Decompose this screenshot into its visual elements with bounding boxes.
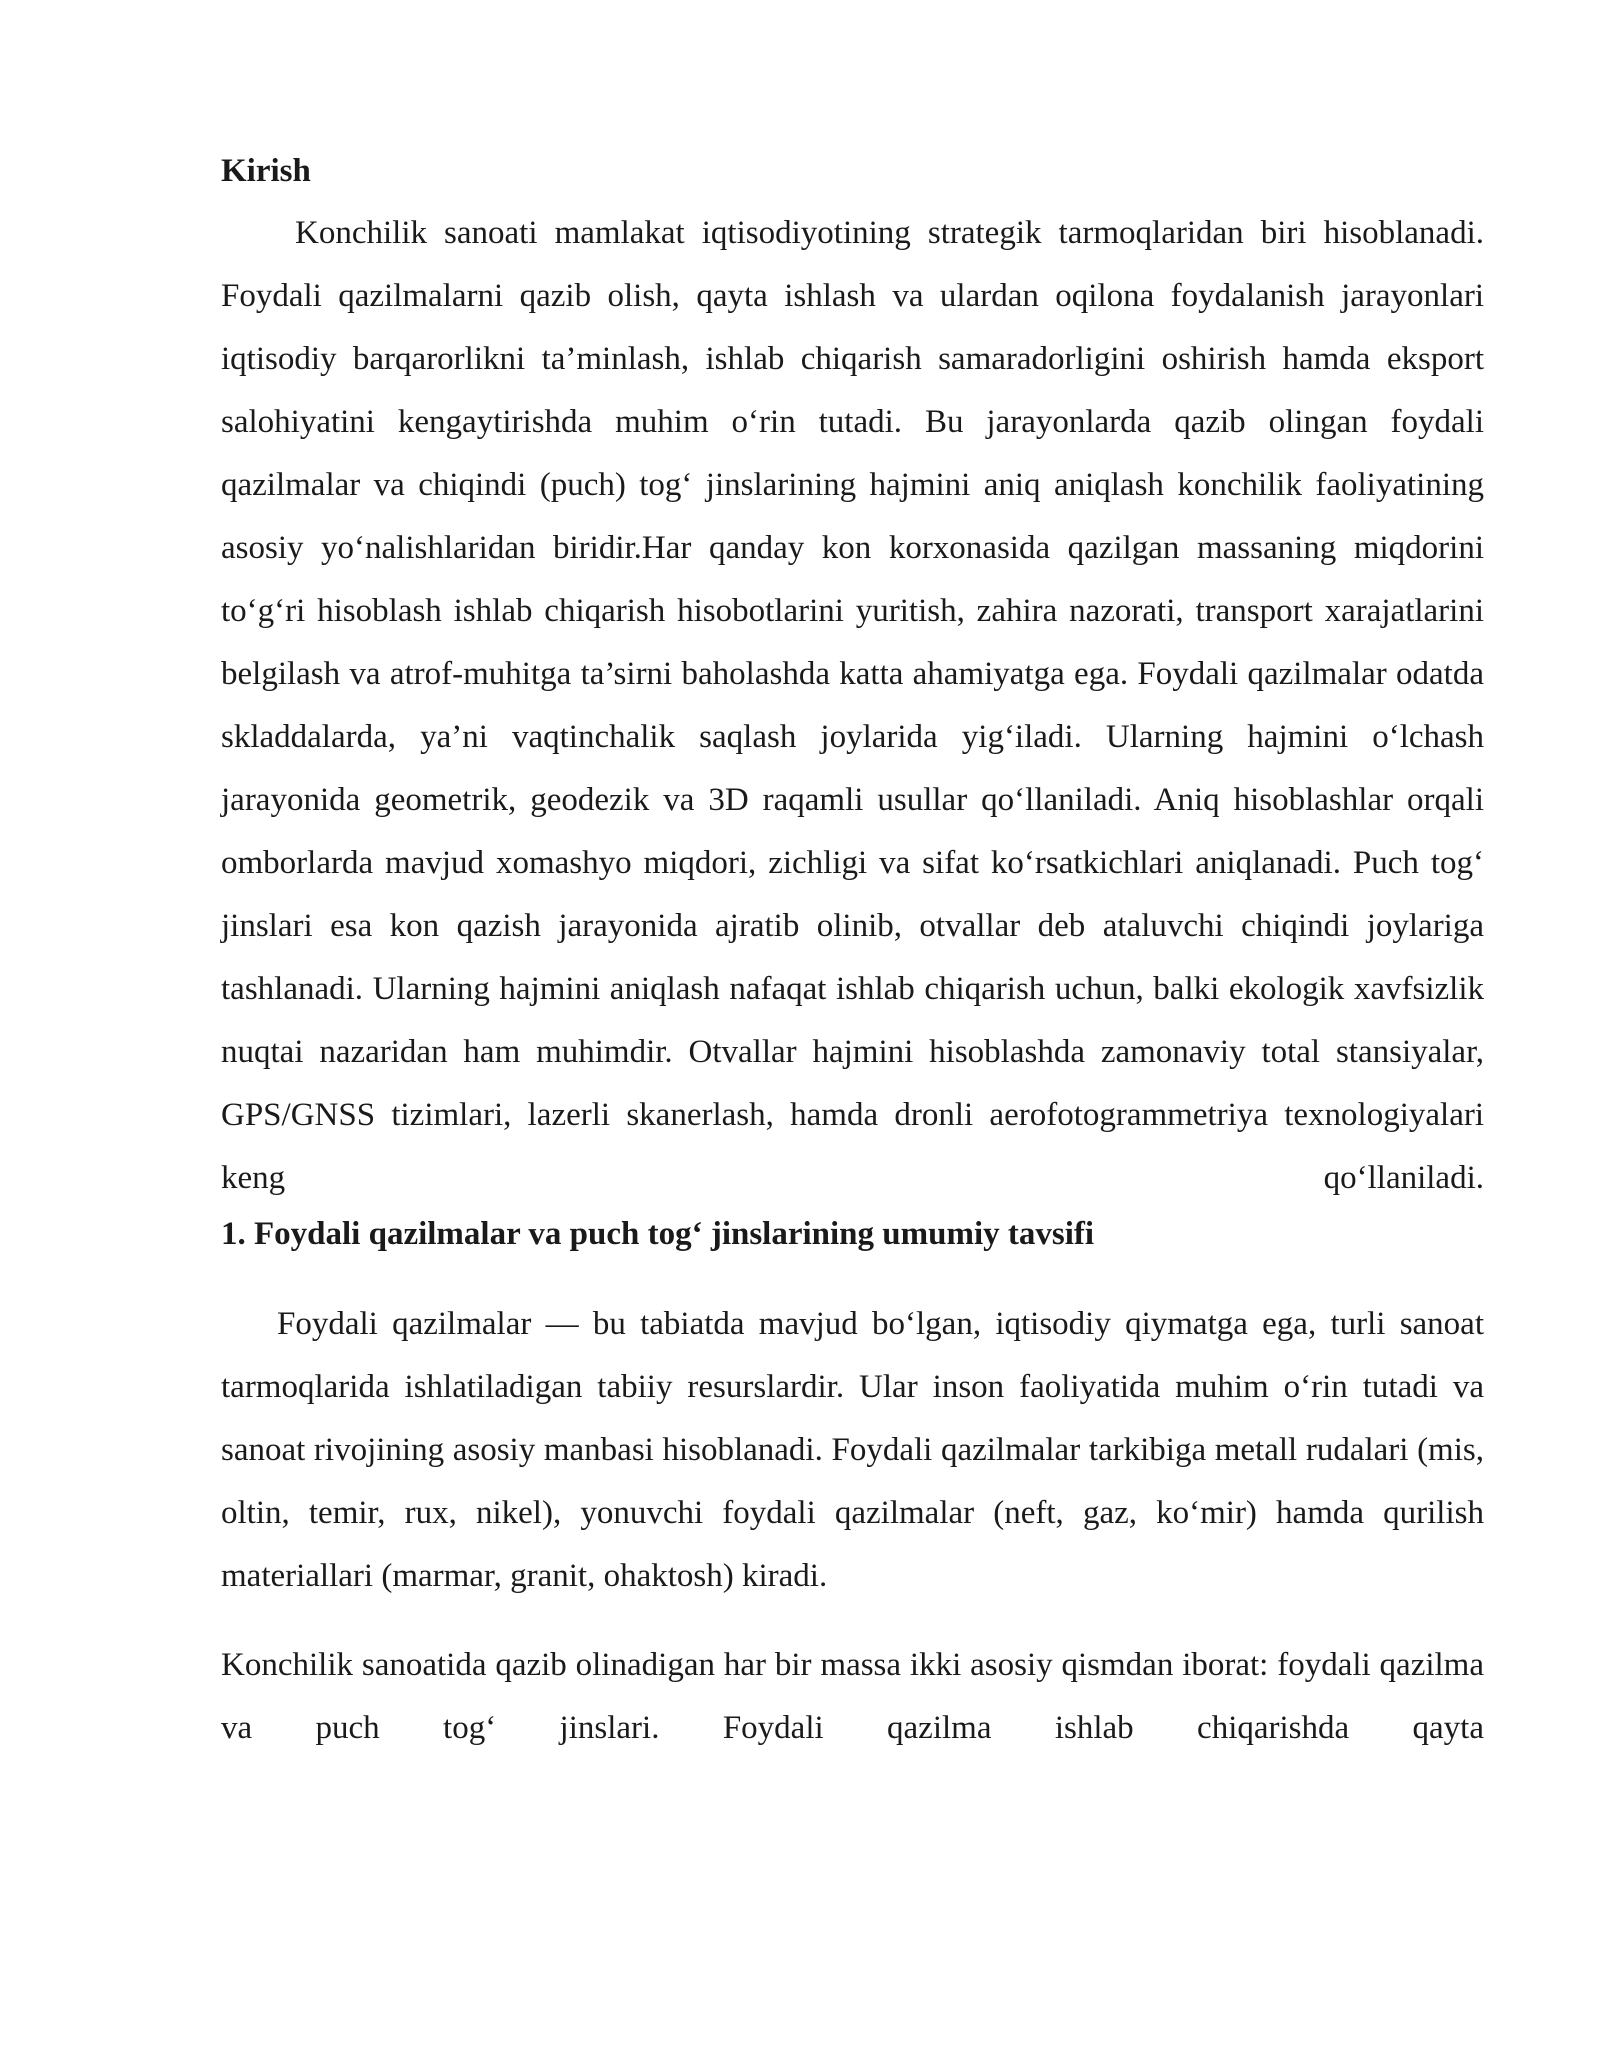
intro-paragraph: Konchilik sanoati mamlakat iqtisodiyotining strategik tarmoqlaridan biri hisoblanadi. Foydali qazilmalarni qazib olish, qayta ishlash va ulardan oqilona foydalanish jarayonlari iqtisodiy barqarorlikni ta’minlash, ishlab chiqarish samaradorligini oshirish hamda eksport salohiyatini kengaytirishda muhim o‘rin tutadi. Bu jarayonlarda qazib olingan foydali qazilmalar va chiqindi (puch) tog‘ jinslarining hajmini aniq aniqlash konchilik faoliyatining asosiy yo‘nalishlaridan biridir.Har qanday kon korxonasida qazilgan massaning miqdorini to‘g‘ri hisoblash ishlab chiqarish hisobotlarini yuritish, zahira nazorati, transport xarajatlarini belgilash va atrof-muhitga ta’sirni baholashda katta ahamiyatga ega. Foydali qazilmalar odatda skladdalarda, ya’ni vaqtinchalik saqlash joylarida yig‘iladi. Ularning hajmini o‘lchash jarayonida geometrik, geodezik va 3D raqamli usullar qo‘llaniladi. Aniq hisoblashlar orqali omborlarda mavjud xomashyo miqdori, zichligi va sifat ko‘rsatkichlari aniqlanadi. Puch tog‘ jinslari esa kon qazish jarayonida ajratib olinib, otvallar deb ataluvchi chiqindi joylariga tashlanadi. Ularning hajmini aniqlash nafaqat ishlab chiqarish uchun, balki ekologik xavfsizlik nuqtai nazaridan ham muhimdir. Otvallar hajmini hisoblashda zamonaviy total stansiyalar, GPS/GNSS tizimlari, lazerli skanerlash, hamda dronli aerofotogrammetriya texnologiyalari keng qo‘llaniladi. <box>221 215 1484 1196</box>
document-page <box>221 145 1484 1760</box>
section-1-paragraph-2: Konchilik sanoatida qazib olinadigan har bir massa ikki asosiy qismdan iborat: foydali qazilma va puch tog‘ jinslari. Foydali qazilma ishlab chiqarishda qayta <box>221 1647 1484 1746</box>
section-1-paragraph-1: Foydali qazilmalar — bu tabiatda mavjud bo‘lgan, iqtisodiy qiymatga ega, turli sanoat tarmoqlarida ishlatiladigan tabiiy resurslardir. Ular inson faoliyatida muhim o‘rin tutadi va sanoat rivojining asosiy manbasi hisoblanadi. Foydali qazilmalar tarkibiga metall rudalari (mis, oltin, temir, rux, nikel), yonuvchi foydali qazilmalar (neft, gaz, ko‘mir) hamda qurilish materiallari (marmar, granit, ohaktosh) kiradi. <box>221 1306 1484 1594</box>
section-1-heading: 1. Foydali qazilmalar va puch tog‘ jinslarining umumiy tavsifi <box>221 1216 1095 1252</box>
intro-heading: Kirish <box>221 153 311 189</box>
